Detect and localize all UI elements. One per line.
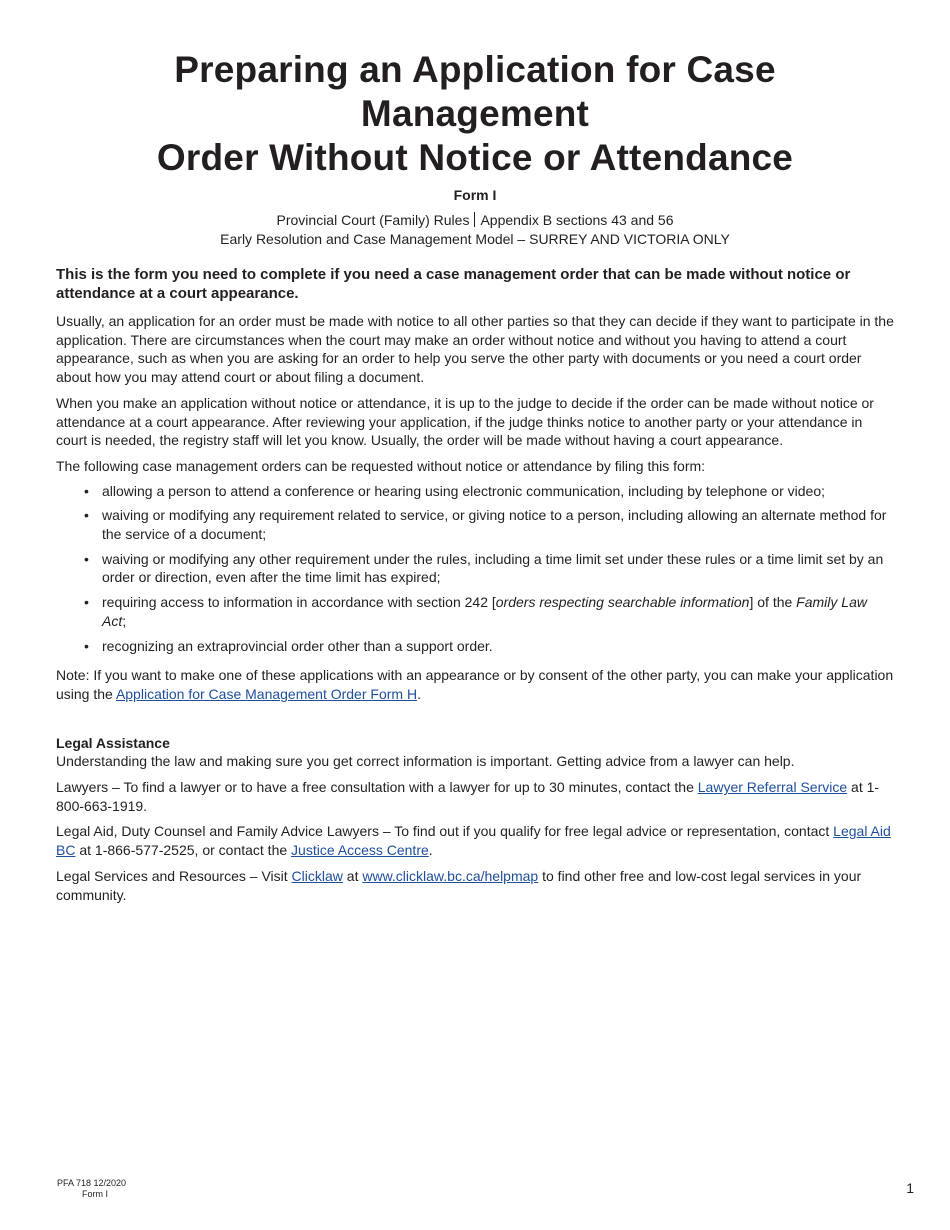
paragraph-3: The following case management orders can be requested without notice or attendance by filing this form:: [56, 457, 706, 474]
page-title: [56, 48, 894, 180]
legal-aid-bc-link[interactable]: Legal Aid BC: [56, 823, 891, 859]
resources-paragraph: Legal Services and Resources – Visit Clicklaw at www.clicklaw.bc.ca/helpmap to find other free and low-cost legal services in your community.: [56, 867, 862, 903]
bullet-icon: •: [84, 507, 89, 524]
title-line-1: Preparing an Application for Case Management: [174, 49, 776, 134]
document-page: [56, 48, 894, 904]
bullet-icon: •: [84, 482, 89, 499]
list-item: • recognizing an extraprovincial order other than a support order.: [84, 637, 493, 654]
justice-access-centre-link[interactable]: Justice Access Centre: [291, 842, 429, 859]
legal-aid-paragraph: Legal Aid, Duty Counsel and Family Advice Lawyers – To find out if you qualify for free legal advice or representation, contact Legal Aid BC at 1-866-577-2525, or contact the Justice Access Centre.: [56, 823, 891, 859]
legal-assistance-section: [56, 734, 894, 905]
list-item: • waiving or modifying any requirement related to service, or giving notice to a person, including allowing an alternate method for the service of a document;: [84, 507, 887, 543]
intro-statement: This is the form you need to complete if you need a case management order that can be made without notice or attendance at a court appearance.: [56, 266, 851, 302]
form-label: Form I: [453, 187, 497, 203]
paragraph-2: When you make an application without notice or attendance, it is up to the judge to decide if the order can be made without notice or attendance at a court appearance. After reviewing your application, if the judge thinks notice to another party or your attendance in court is needed, the registry staff will let you know. Usually, the order will be made without having a court appearance.: [56, 394, 874, 449]
footer-form-label: Form I: [82, 1189, 108, 1199]
list-item: • requiring access to information in accordance with section 242 [orders respecting searchable information] of the Family Law Act;: [84, 594, 867, 629]
legal-assistance-heading: Legal Assistance: [56, 734, 170, 751]
bullet-icon: •: [84, 550, 89, 567]
clicklaw-helpmap-link[interactable]: www.clicklaw.bc.ca/helpmap: [362, 867, 539, 884]
lawyers-paragraph: Lawyers – To find a lawyer or to have a free consultation with a lawyer for up to 30 minutes, contact the Lawyer Referral Service at 1-800-663-1919.: [56, 779, 880, 814]
list-item: • waiving or modifying any other requirement under the rules, including a time limit set under these rules or a time limit set by an order or direction, even after the time limit has expired;: [84, 550, 884, 586]
footer: [57, 1178, 126, 1200]
legal-intro: Understanding the law and making sure you get correct information is important. Getting advice from a lawyer can help.: [56, 753, 795, 770]
form-h-link[interactable]: Application for Case Management Order Form H: [115, 685, 418, 702]
orders-list: [56, 482, 894, 656]
lawyer-referral-link[interactable]: Lawyer Referral Service: [697, 779, 848, 796]
bullet-icon: •: [84, 594, 89, 611]
separator: [474, 212, 475, 227]
bullet-icon: •: [84, 637, 89, 654]
paragraph-1: Usually, an application for an order must be made with notice to all other parties so that they can decide if they want to participate in the application. There are circumstances when the court may make an order without notice and without you having to attend a court appearance, such as when you are asking for an order to help you serve the other party with documents or you need a court order about how you may attend court or about filing a document.: [56, 313, 894, 386]
rules-reference: [56, 211, 894, 249]
clicklaw-link[interactable]: Clicklaw: [291, 867, 343, 884]
note-paragraph: Note: If you want to make one of these applications with an appearance or by consent of the other party, you can make your application using the Application for Case Management Order Form H.: [56, 667, 894, 702]
form-code: PFA 718 12/2020: [57, 1178, 127, 1188]
model-line: Early Resolution and Case Management Model – SURREY AND VICTORIA ONLY: [220, 231, 730, 247]
list-item: • allowing a person to attend a conference or hearing using electronic communication, including by telephone or video;: [84, 482, 826, 499]
rules-ref-right: Appendix B sections 43 and 56: [480, 212, 674, 228]
page-number: 1: [906, 1180, 914, 1196]
rules-ref-left: Provincial Court (Family) Rules: [276, 212, 470, 228]
title-line-2: Order Without Notice or Attendance: [156, 137, 794, 178]
